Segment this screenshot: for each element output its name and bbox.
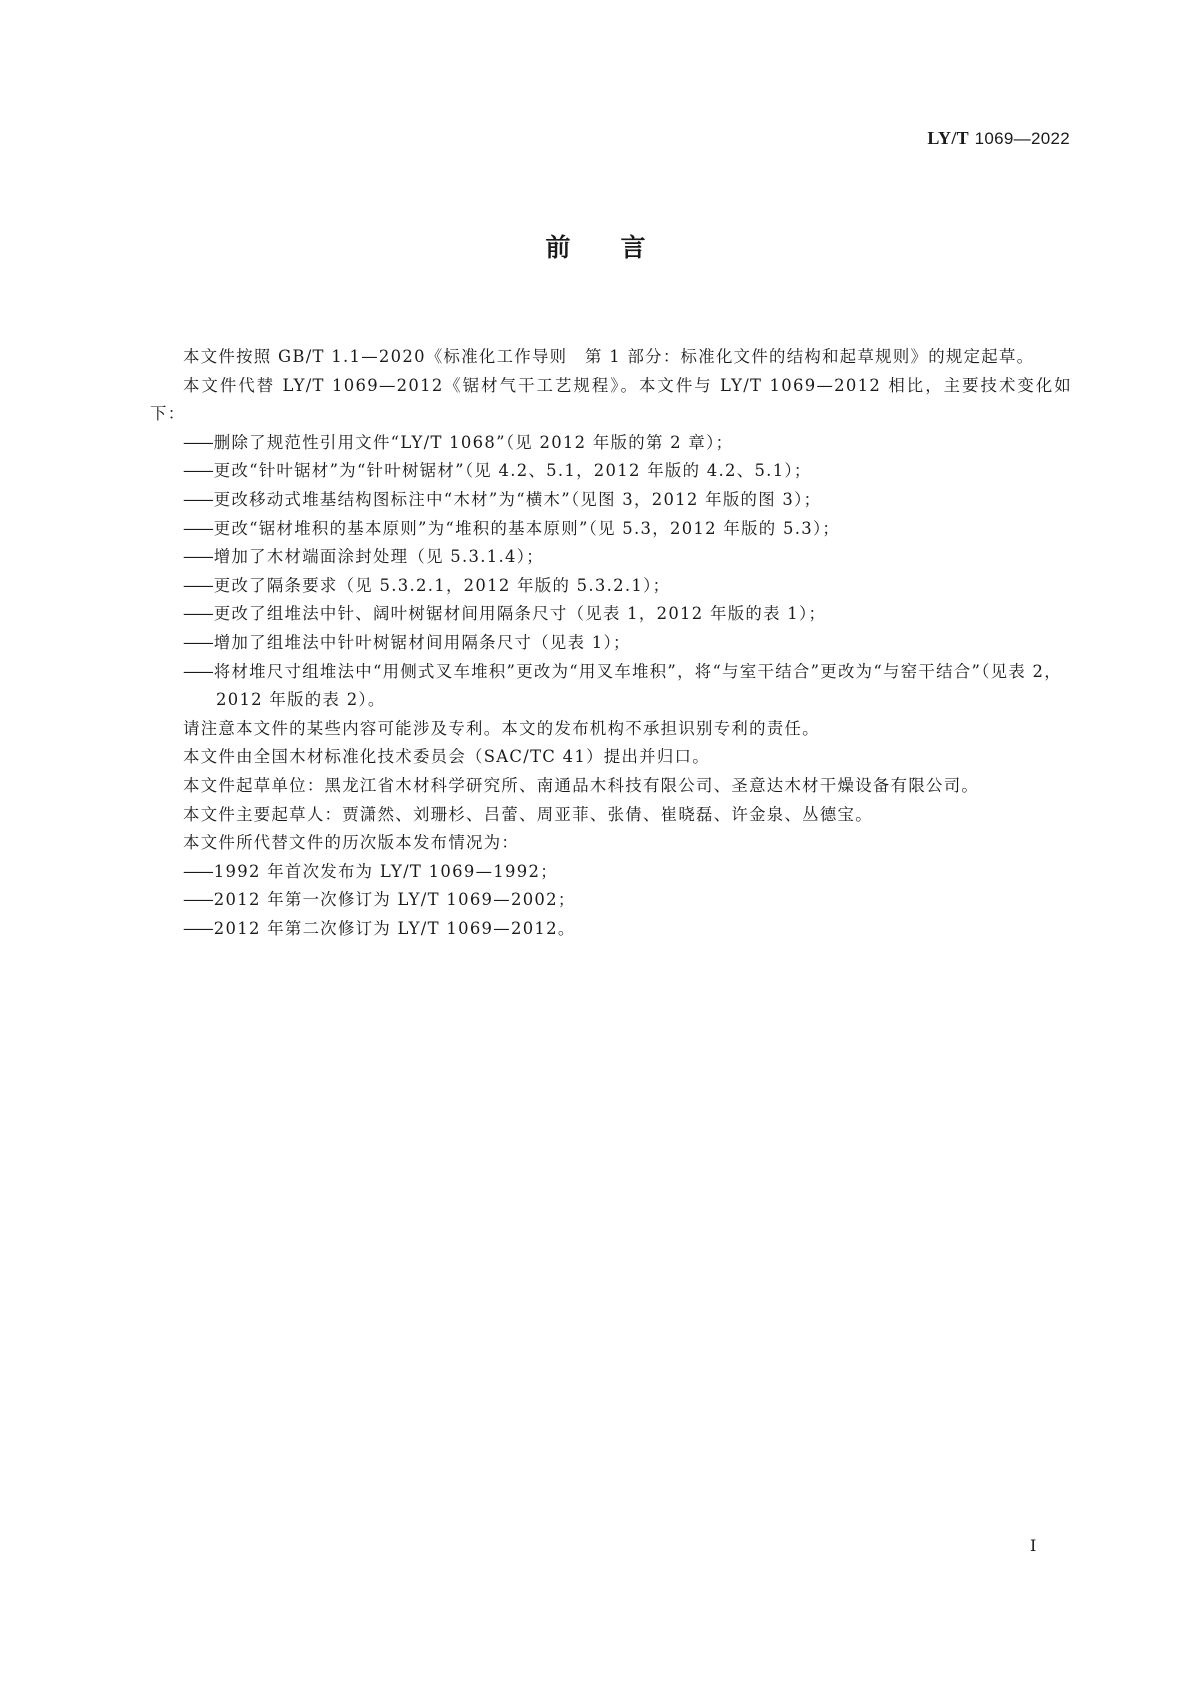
dash-mark: —— (183, 604, 212, 624)
dash-mark: —— (183, 489, 212, 509)
dash-mark: —— (183, 861, 212, 881)
paragraph-drafters: 本文件主要起草人：贾潇然、刘珊杉、吕蕾、周亚菲、张倩、崔晓磊、许金泉、丛德宝。 (183, 804, 873, 824)
paragraph-history-intro: 本文件所代替文件的历次版本发布情况为： (183, 833, 520, 853)
standard-number: 1069—2022 (974, 129, 1070, 148)
change-item: —— 更改“锯材堆积的基本原则”为“堆积的基本原则”（见 5.3，2012 年版的 5.3）； (183, 518, 841, 538)
standard-prefix: LY/T (927, 128, 969, 148)
paragraph-drafting-units: 本文件起草单位：黑龙江省木材科学研究所、南通品木科技有限公司、圣意达木材干燥设备有限公司。 (183, 775, 980, 795)
dash-mark: —— (183, 432, 212, 452)
page-number: I (1030, 1536, 1037, 1555)
dash-mark: —— (183, 890, 212, 910)
standard-code (927, 128, 1070, 149)
change-item: —— 更改了隔条要求（见 5.3.2.1，2012 年版的 5.3.2.1）； (183, 575, 671, 595)
paragraph-replacement: 本文件代替 LY/T 1069—2012《锯材气干工艺规程》。本文件与 LY/T 1069—2012 相比，主要技术变化如下： (150, 375, 1072, 424)
history-item: —— 2012 年第一次修订为 LY/T 1069—2002； (183, 890, 576, 910)
page-title: 前言 (545, 233, 696, 262)
dash-mark: —— (183, 661, 212, 681)
dash-mark: —— (183, 461, 212, 481)
paragraph-patent-notice: 请注意本文件的某些内容可能涉及专利。本文的发布机构不承担识别专利的责任。 (183, 718, 820, 738)
history-item: —— 2012 年第二次修订为 LY/T 1069—2012。 (183, 918, 576, 938)
change-item: —— 增加了组堆法中针叶树锯材间用隔条尺寸（见表 1）； (183, 632, 631, 652)
dash-mark: —— (183, 547, 212, 567)
document-body (150, 343, 1072, 943)
dash-mark: —— (183, 518, 212, 538)
paragraph-drafting-basis: 本文件按照 GB/T 1.1—2020《标准化工作导则 第 1 部分：标准化文件的结构和起草规则》的规定起草。 (183, 347, 1035, 366)
change-item: —— 增加了木材端面涂封处理（见 5.3.1.4）； (183, 547, 544, 567)
change-item: —— 更改了组堆法中针、阔叶树锯材间用隔条尺寸（见表 1，2012 年版的表 1）； (183, 604, 827, 624)
change-item: —— 更改“针叶锯材”为“针叶树锯材”（见 4.2、5.1，2012 年版的 4.2、5.1）； (183, 461, 812, 481)
history-item: —— 1992 年首次发布为 LY/T 1069—1992； (183, 861, 558, 881)
dash-mark: —— (183, 632, 212, 652)
change-item: —— 删除了规范性引用文件“LY/T 1068”（见 2012 年版的第 2 章）； (183, 432, 734, 452)
dash-mark: —— (183, 575, 212, 595)
dash-mark: —— (183, 918, 212, 938)
change-item: —— 将材堆尺寸组堆法中“用侧式叉车堆积”更改为“用叉车堆积”，将“与室干结合”更改为“与窑干结合”（见表 2，2012 年版的表 2）。 (183, 661, 1062, 710)
paragraph-proposer: 本文件由全国木材标准化技术委员会（SAC/TC 41）提出并归口。 (183, 747, 710, 767)
change-item: —— 更改移动式堆基结构图标注中“木材”为“横木”（见图 3，2012 年版的图 3）； (183, 489, 822, 509)
